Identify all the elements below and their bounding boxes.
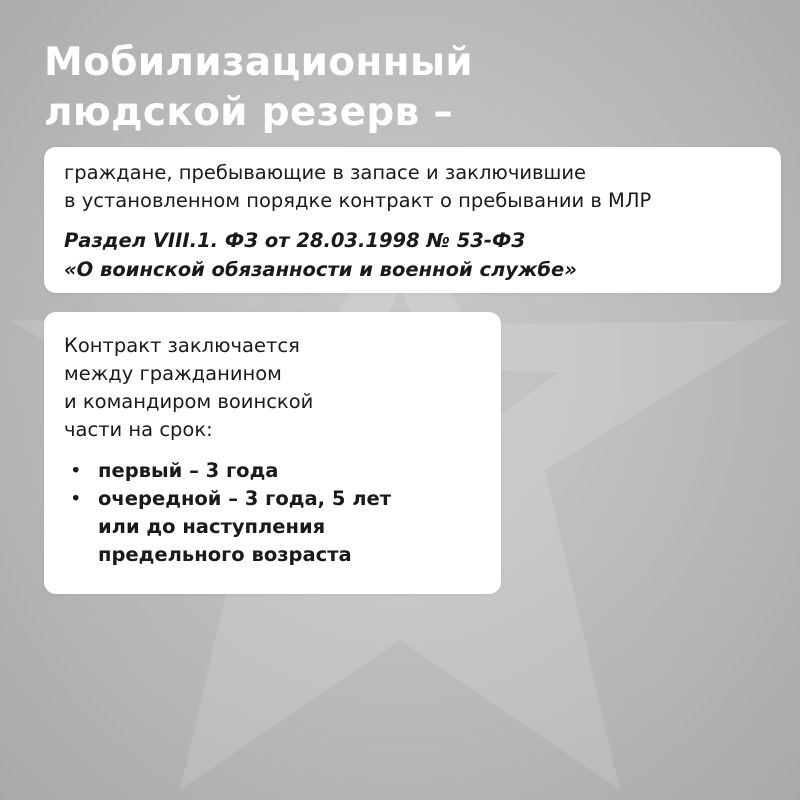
law-reference-line-1: Раздел VIII.1. ФЗ от 28.03.1998 № 53-ФЗ (64, 229, 526, 252)
bullet-icon: • (70, 487, 82, 510)
list-item (64, 485, 391, 569)
term-next-line-1: очередной – 3 года, 5 лет (98, 487, 392, 510)
term-first-line-1: первый – 3 года (98, 459, 279, 482)
contract-intro-line-1: Контракт заключается (64, 334, 300, 357)
title-line-2: людской резерв – (44, 90, 454, 135)
definition-text (64, 159, 776, 215)
definition-card (44, 147, 781, 293)
definition-line-2: в установленном порядке контракт о пребывании в МЛР (64, 189, 652, 212)
list-item (64, 457, 391, 485)
law-reference (64, 226, 577, 284)
law-reference-line-2: «О воинской обязанности и военной службе» (64, 258, 577, 281)
page-title (44, 38, 473, 138)
title-line-1: Мобилизационный (44, 40, 474, 85)
contract-card (44, 312, 501, 594)
term-next-line-3: предельного возраста (98, 543, 352, 566)
contract-intro-line-3: и командиром воинской (64, 390, 314, 413)
contract-terms-list (64, 457, 391, 569)
contract-intro (64, 332, 313, 444)
contract-intro-line-2: между гражданином (64, 362, 282, 385)
definition-line-1: граждане, пребывающие в запасе и заключившие (64, 161, 587, 184)
term-next-line-2: или до наступления (98, 515, 326, 538)
contract-intro-line-4: части на срок: (64, 418, 213, 441)
bullet-icon: • (70, 459, 82, 482)
